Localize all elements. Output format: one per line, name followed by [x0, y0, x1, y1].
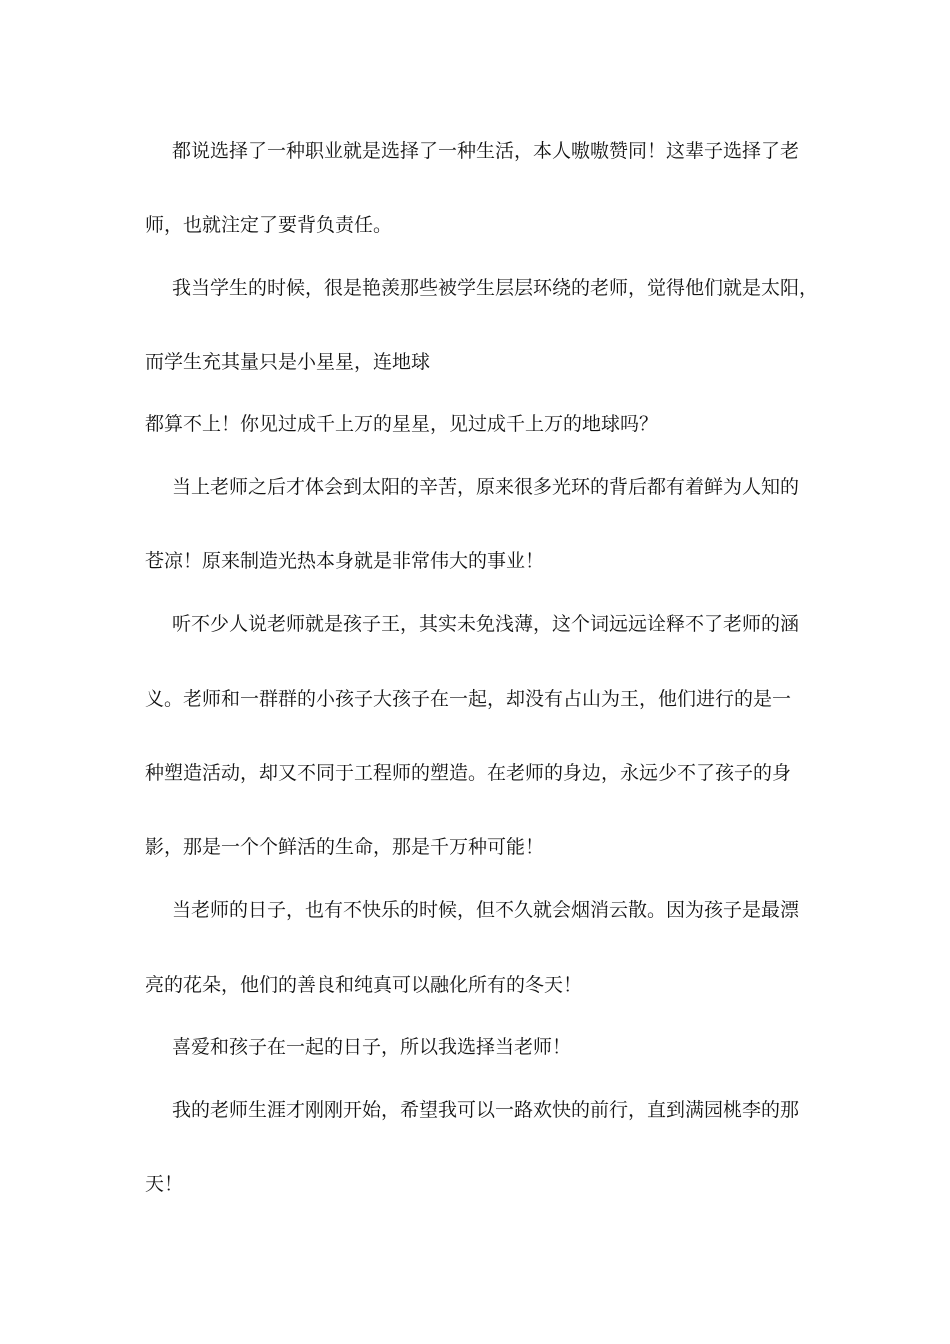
paragraph-4-line-1: 听不少人说老师就是孩子王，其实未免浅薄，这个词远远诠释不了老师的涵 [172, 613, 800, 635]
paragraph-2-line-3: 都算不上！你见过成千上万的星星，见过成千上万的地球吗？ [145, 413, 659, 435]
paragraph-4-line-4: 影，那是一个个鲜活的生命，那是千万种可能！ [145, 836, 545, 858]
paragraph-1-line-1: 都说选择了一种职业就是选择了一种生活，本人嗷嗷赞同！这辈子选择了老 [172, 140, 800, 162]
paragraph-2-line-2: 而学生充其量只是小星星，连地球 [145, 351, 431, 373]
paragraph-3-line-1: 当上老师之后才体会到太阳的辛苦，原来很多光环的背后都有着鲜为人知的 [172, 476, 800, 498]
paragraph-5-line-2: 亮的花朵，他们的善良和纯真可以融化所有的冬天！ [145, 974, 583, 996]
paragraph-2-line-1: 我当学生的时候，很是艳羡那些被学生层层环绕的老师，觉得他们就是太阳， [172, 277, 819, 299]
paragraph-3-line-2: 苍凉！原来制造光热本身就是非常伟大的事业！ [145, 550, 545, 572]
paragraph-1-line-2: 师，也就注定了要背负责任。 [145, 214, 393, 236]
paragraph-7-line-1: 我的老师生涯才刚刚开始，希望我可以一路欢快的前行，直到满园桃李的那 [172, 1099, 800, 1121]
paragraph-4-line-2: 义。老师和一群群的小孩子大孩子在一起，却没有占山为王，他们进行的是一 [145, 688, 792, 710]
paragraph-6-line-1: 喜爱和孩子在一起的日子，所以我选择当老师！ [172, 1036, 572, 1058]
paragraph-5-line-1: 当老师的日子，也有不快乐的时候，但不久就会烟消云散。因为孩子是最漂 [172, 899, 800, 921]
paragraph-7-line-2: 天！ [145, 1173, 184, 1195]
paragraph-4-line-3: 种塑造活动，却又不同于工程师的塑造。在老师的身边，永远少不了孩子的身 [145, 762, 792, 784]
